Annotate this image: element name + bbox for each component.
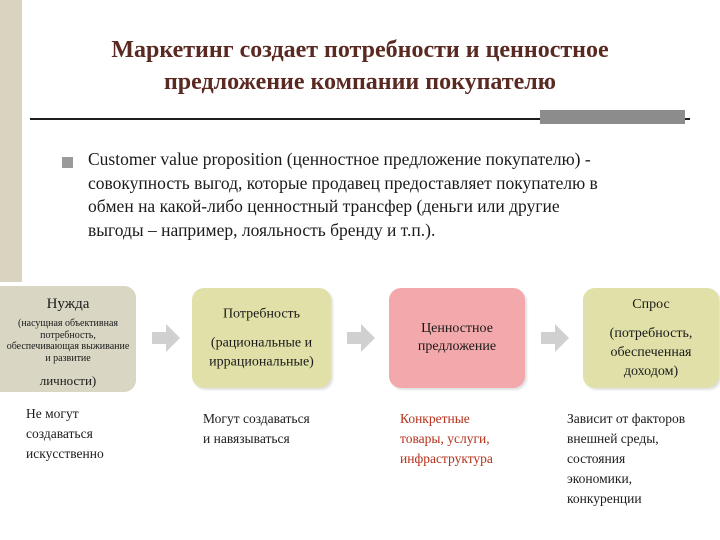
need-last-line: личности) [39, 373, 97, 388]
value-caption-line: инфраструктура [400, 451, 493, 466]
want-title: Потребность [222, 306, 301, 322]
need-caption [26, 404, 146, 464]
square-bullet-icon [62, 157, 73, 168]
want-caption-line: Могут создаваться [203, 411, 310, 426]
demand-caption-line: состояния [567, 451, 626, 466]
demand-caption [567, 409, 717, 509]
demand-box-text [591, 295, 711, 381]
bullet-line-1: Customer value proposition (ценностное предложение покупателю) - [88, 149, 591, 169]
demand-box [583, 288, 719, 388]
slide-title-line-1: Маркетинг создает потребности и ценностное [111, 37, 609, 63]
want-box [192, 288, 331, 388]
value-caption-line: товары, услуги, [400, 431, 490, 446]
need-box [0, 286, 136, 392]
divider-accent-block [540, 110, 685, 124]
definition-bullet [88, 148, 688, 242]
need-caption-line: искусственно [26, 446, 104, 461]
demand-caption-line: экономики, [567, 471, 633, 486]
want-box-text [200, 305, 323, 372]
need-subtitle: (насущная объективная потребность, обеспечивающая выживание и развитие [6, 318, 130, 364]
bullet-line-2: совокупность выгод, которые продавец предоставляет покупателю в [88, 172, 598, 193]
value-proposition-line-1: Ценностное [421, 321, 493, 336]
value-proposition-line-2: предложение [417, 339, 497, 354]
value-proposition-box [389, 288, 525, 388]
slide-title-line-2: предложение компании покупателю [163, 69, 557, 95]
arrow-right-icon [345, 322, 377, 354]
want-caption-line: и навязываться [203, 431, 290, 446]
value-caption [400, 409, 540, 469]
arrow-right-icon [539, 322, 571, 354]
value-proposition-text [397, 320, 517, 356]
left-decor-shade [0, 0, 22, 282]
want-subtitle: (рациональные и иррациональные) [209, 335, 314, 370]
value-caption-line: Конкретные [400, 411, 470, 426]
slide-title [60, 34, 660, 98]
want-caption [203, 409, 353, 449]
demand-caption-line: Зависит от факторов [567, 411, 686, 426]
need-caption-line: создаваться [26, 426, 93, 441]
need-caption-line: Не могут [26, 406, 79, 421]
left-decor-strip [0, 0, 22, 540]
demand-caption-line: конкуренции [567, 491, 642, 506]
demand-caption-line: внешней среды, [567, 431, 659, 446]
bullet-line-4: выгоды – например, лояльность бренду и т.п.). [88, 219, 436, 240]
demand-subtitle: (потребность, обеспеченная доходом) [609, 326, 693, 379]
arrow-right-icon [150, 322, 182, 354]
need-title: Нужда [46, 296, 90, 312]
demand-title: Спрос [632, 297, 670, 312]
bullet-line-3: обмен на какой-либо ценностный трансфер (деньги или другие [88, 196, 560, 216]
